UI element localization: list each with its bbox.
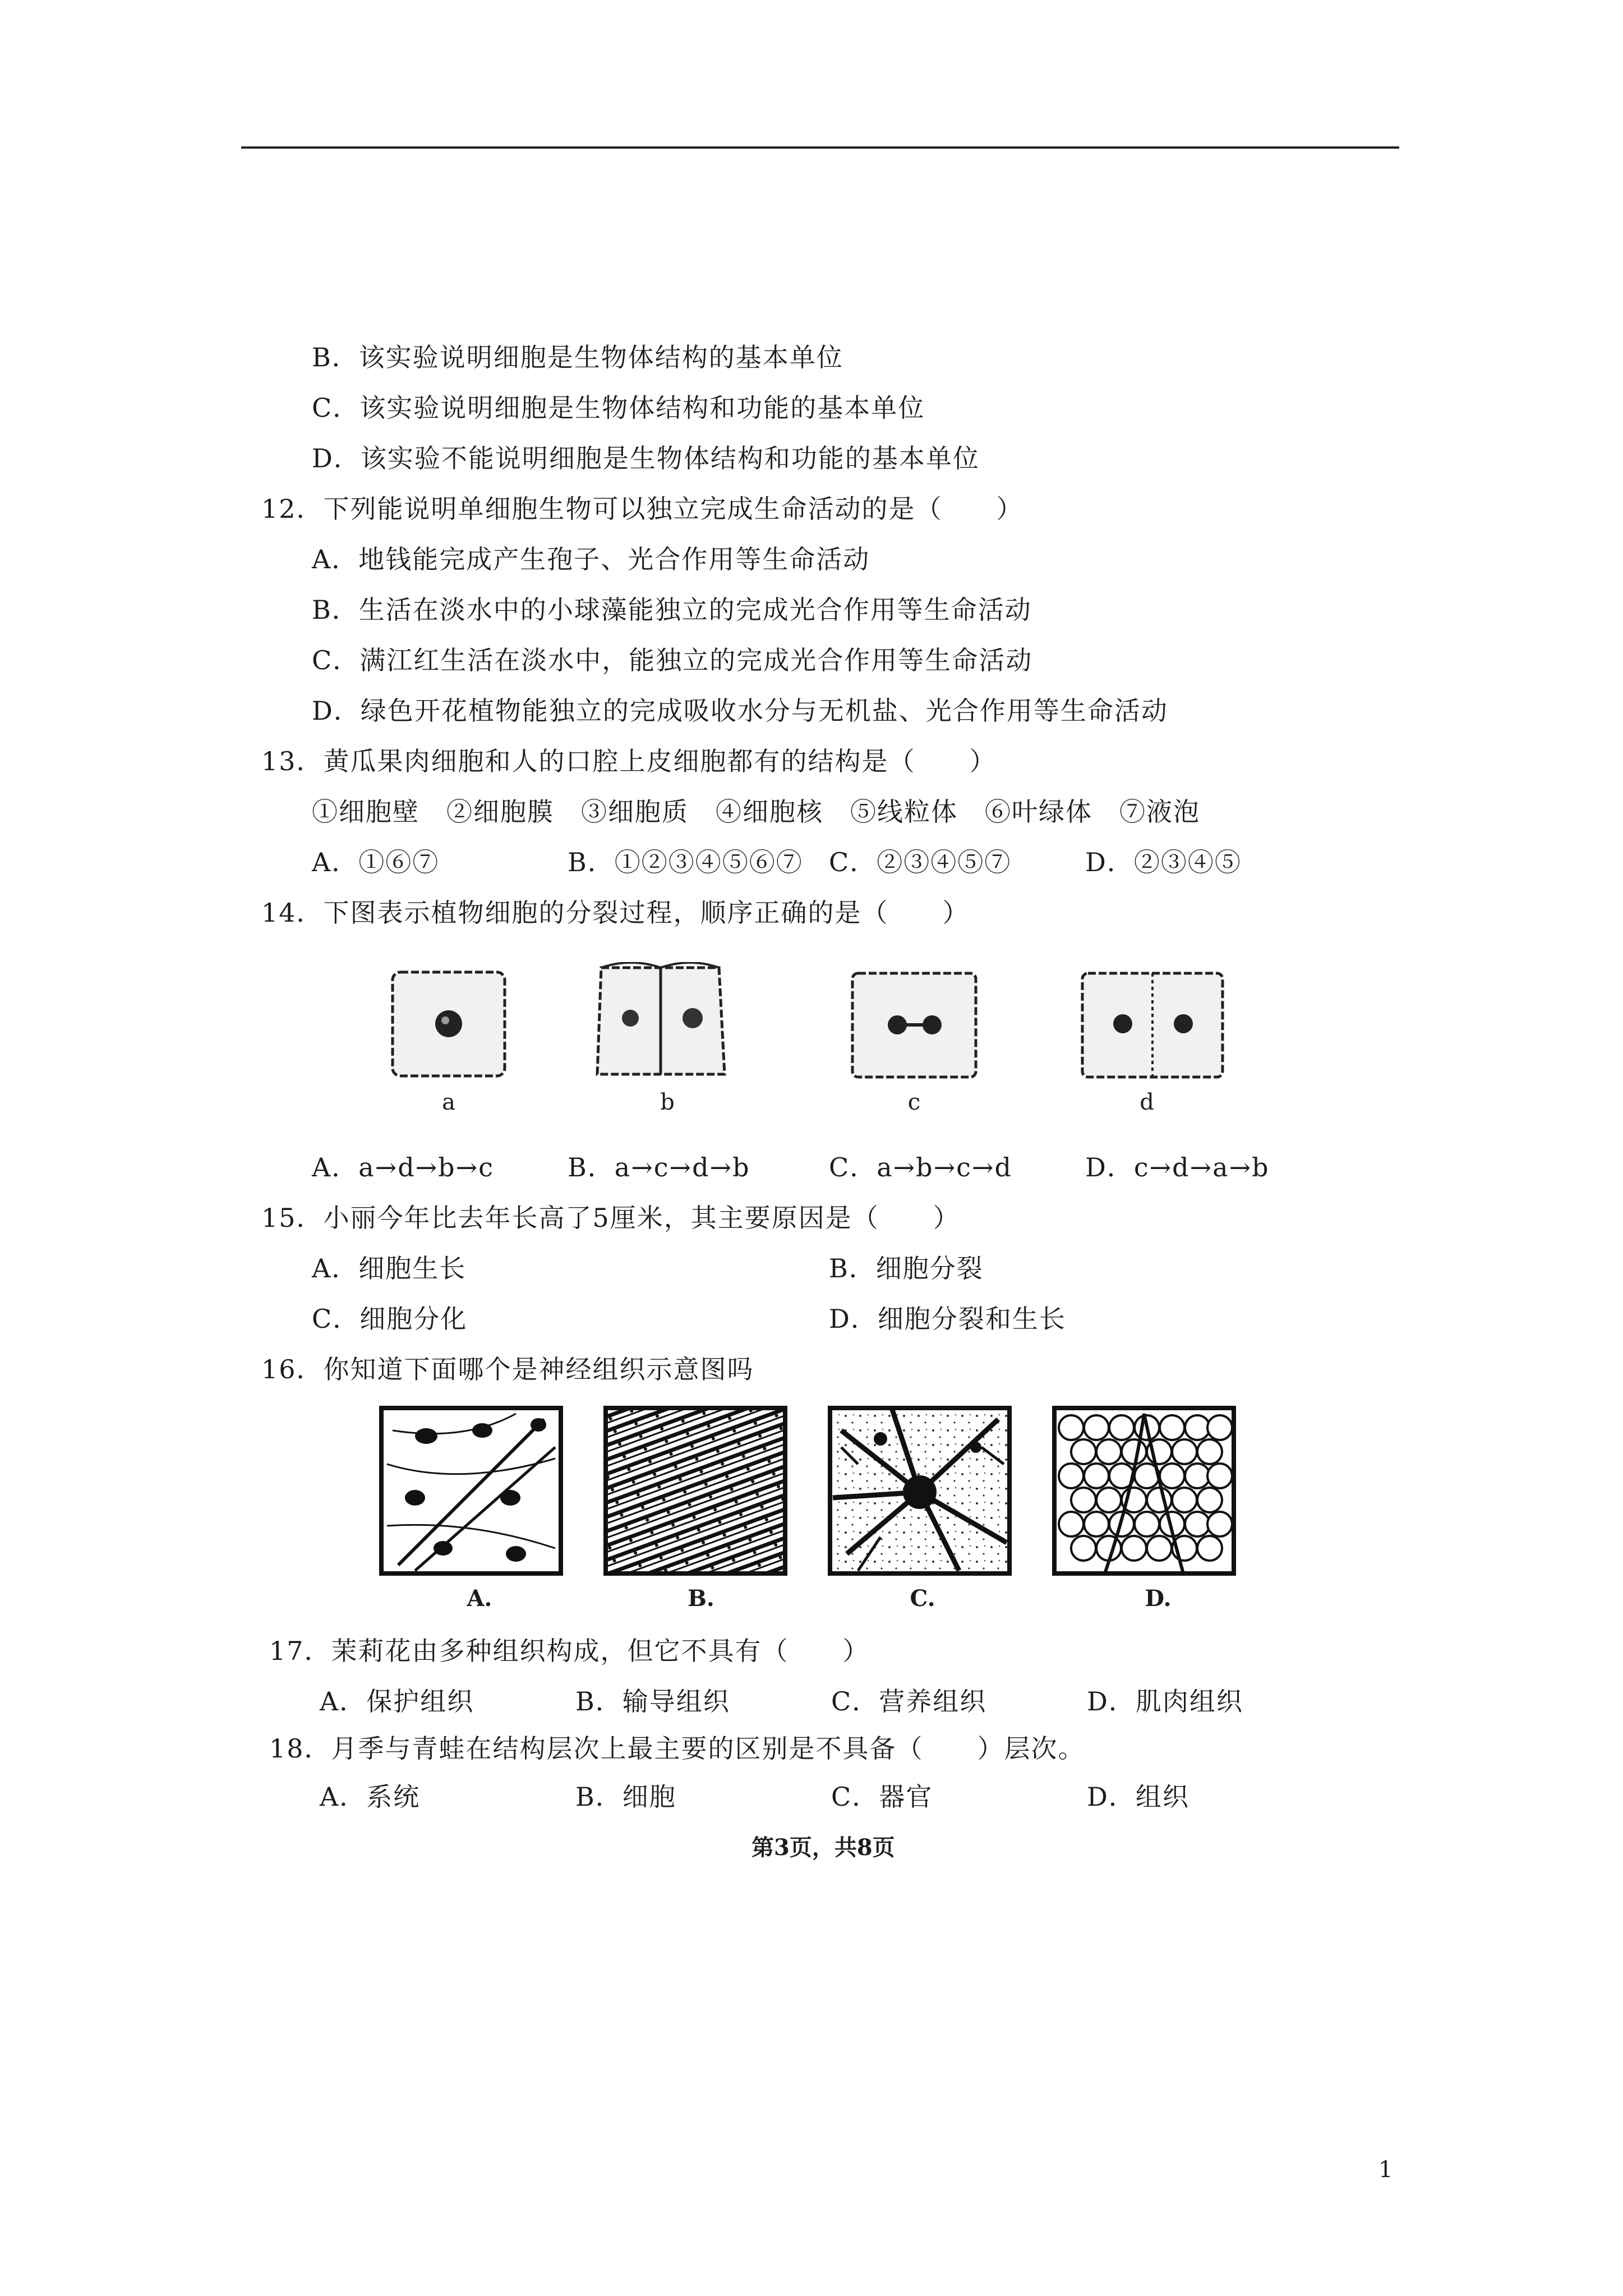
q18-option-d: D．组织 <box>1087 1782 1189 1812</box>
cell-c-figure <box>852 973 976 1077</box>
tissue-b-muscle-figure <box>606 1408 785 1573</box>
q13-option-a: A．①⑥⑦ <box>312 847 440 877</box>
q18-option-b: B．细胞 <box>575 1782 676 1812</box>
tissue-d-epithelial-figure <box>1054 1408 1234 1573</box>
fig-label-b: b <box>660 1089 675 1115</box>
q17-option-b: B．输导组织 <box>575 1686 730 1717</box>
q14-option-a: A．a→d→b→c <box>312 1152 494 1182</box>
q17-option-a: A．保护组织 <box>320 1686 474 1717</box>
q11-option-d: D．该实验不能说明细胞是生物体结构和功能的基本单位 <box>312 443 980 473</box>
q18-option-a: A．系统 <box>320 1782 421 1812</box>
q16-stem: 16．你知道下面哪个是神经组织示意图吗 <box>261 1354 754 1384</box>
q14-option-b: B．a→c→d→b <box>568 1152 750 1182</box>
fig-label-a: a <box>442 1089 455 1115</box>
q12-option-b: B．生活在淡水中的小球藻能独立的完成光合作用等生命活动 <box>312 595 1032 625</box>
tissue-c-nerve-figure <box>830 1408 1009 1573</box>
q17-option-d: D．肌肉组织 <box>1087 1686 1243 1717</box>
tissue-label-b: B. <box>688 1585 714 1612</box>
q11-option-c: C．该实验说明细胞是生物体结构和功能的基本单位 <box>312 393 925 423</box>
q18-stem: 18．月季与青蛙在结构层次上最主要的区别是不具备（ ）层次。 <box>269 1733 1085 1764</box>
q12-option-c: C．满江红生活在淡水中，能独立的完成光合作用等生命活动 <box>312 645 1033 675</box>
q15-option-b: B．细胞分裂 <box>829 1253 984 1283</box>
tissue-a-connective-figure <box>381 1408 561 1573</box>
q13-option-d: D．②③④⑤ <box>1085 847 1242 877</box>
q15-stem: 15．小丽今年比去年长高了5厘米，其主要原因是（ ） <box>261 1203 960 1233</box>
q12-option-d: D．绿色开花植物能独立的完成吸收水分与无机盐、光合作用等生命活动 <box>312 696 1168 726</box>
page-footer: 第3页，共8页 <box>751 1834 895 1861</box>
q14-stem: 14．下图表示植物细胞的分裂过程，顺序正确的是（ ） <box>261 898 970 928</box>
tissue-label-c: C. <box>910 1585 935 1612</box>
tissue-label-a: A. <box>467 1585 492 1612</box>
q14-option-d: D．c→d→a→b <box>1085 1152 1270 1182</box>
q11-option-b: B．该实验说明细胞是生物体结构的基本单位 <box>312 342 843 372</box>
fig-label-d: d <box>1140 1089 1154 1115</box>
q15-option-d: D．细胞分裂和生长 <box>829 1304 1066 1334</box>
cell-d-figure <box>1082 973 1223 1077</box>
fig-label-c: c <box>907 1089 921 1115</box>
q13-option-b: B．①②③④⑤⑥⑦ <box>568 847 803 877</box>
q13-items: ①细胞壁 ②细胞膜 ③细胞质 ④细胞核 ⑤线粒体 ⑥叶绿体 ⑦液泡 <box>312 797 1200 827</box>
page-number: 1 <box>1378 2157 1393 2183</box>
cell-b-figure <box>597 963 725 1074</box>
q13-stem: 13．黄瓜果肉细胞和人的口腔上皮细胞都有的结构是（ ） <box>261 746 997 776</box>
q17-stem: 17．茉莉花由多种组织构成，但它不具有（ ） <box>269 1636 870 1666</box>
q13-option-c: C．②③④⑤⑦ <box>829 847 1012 877</box>
q12-stem: 12．下列能说明单细胞生物可以独立完成生命活动的是（ ） <box>261 494 1023 524</box>
q18-option-c: C．器官 <box>831 1782 933 1812</box>
q15-option-c: C．细胞分化 <box>312 1304 468 1334</box>
header-rule <box>241 146 1399 149</box>
q17-option-c: C．营养组织 <box>831 1686 987 1717</box>
cell-a-figure <box>393 972 505 1076</box>
q12-option-a: A．地钱能完成产生孢子、光合作用等生命活动 <box>312 544 870 574</box>
q14-option-c: C．a→b→c→d <box>829 1152 1012 1182</box>
q16-tissue-figure <box>376 1397 1245 1582</box>
q15-option-a: A．细胞生长 <box>312 1253 467 1283</box>
tissue-label-d: D. <box>1145 1585 1172 1612</box>
q14-cell-division-figure <box>381 962 1239 1091</box>
